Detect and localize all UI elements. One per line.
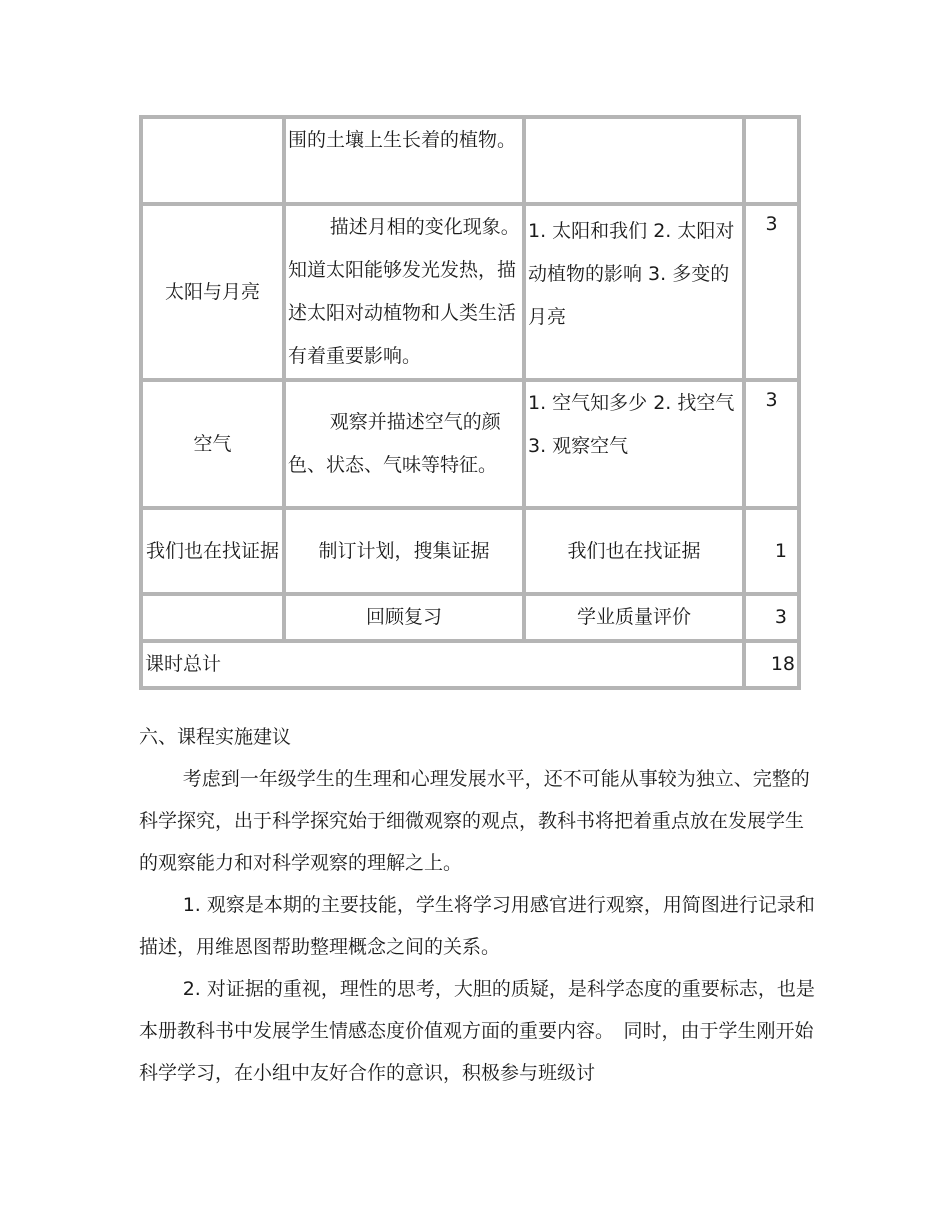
curriculum-table xyxy=(139,115,801,690)
table-row xyxy=(141,204,799,380)
lessons-line: 3. 观察空气 xyxy=(528,435,629,457)
unit-cell: 我们也在找证据 xyxy=(141,508,284,594)
point-paragraph: 1. 观察是本期的主要技能，学生将学习用感官进行观察，用简图进行记录和描述，用维恩图帮助整理概念之间的关系。 xyxy=(139,894,815,958)
total-label-cell: 课时总计 xyxy=(141,641,744,688)
lessons-cell: 学业质量评价 xyxy=(524,594,744,641)
hours-cell: 3 xyxy=(744,204,799,380)
section-heading: 六、课程实施建议 xyxy=(139,726,292,748)
objective-cell: 围的土壤上生长着的植物。 xyxy=(284,117,524,204)
table-row xyxy=(141,508,799,594)
hours-cell: 3 xyxy=(744,380,799,508)
hours-cell xyxy=(744,117,799,204)
table-row xyxy=(141,117,799,204)
lessons-cell xyxy=(524,380,744,508)
objective-cell: 回顾复习 xyxy=(284,594,524,641)
table-row xyxy=(141,380,799,508)
intro-paragraph: 考虑到一年级学生的生理和心理发展水平，还不可能从事较为独立、完整的科学探究，出于科学探究始于细微观察的观点，教科书将把着重点放在发展学生的观察能力和对科学观察的理解之上。 xyxy=(139,768,810,874)
unit-cell: 太阳与月亮 xyxy=(141,204,284,380)
unit-cell xyxy=(141,594,284,641)
lessons-line: 1. 空气知多少 2. 找空气 xyxy=(528,392,735,414)
total-hours-cell: 18 xyxy=(744,641,799,688)
table-row xyxy=(141,641,799,688)
lessons-cell: 我们也在找证据 xyxy=(524,508,744,594)
lessons-cell: 1. 太阳和我们 2. 太阳对动植物的影响 3. 多变的月亮 xyxy=(524,204,744,380)
unit-cell: 空气 xyxy=(141,380,284,508)
unit-cell xyxy=(141,117,284,204)
point-paragraph: 2. 对证据的重视，理性的思考，大胆的质疑，是科学态度的重要标志，也是本册教科书中发展学生情感态度价值观方面的重要内容。 同时，由于学生刚开始科学学习，在小组中友好合作的意识，积极参与班级讨 xyxy=(139,978,815,1084)
hours-cell: 3 xyxy=(744,594,799,641)
objective-cell: 描述月相的变化现象。知道太阳能够发光发热，描述太阳对动植物和人类生活有着重要影响。 xyxy=(284,204,524,380)
hours-cell: 1 xyxy=(744,508,799,594)
lessons-cell xyxy=(524,117,744,204)
objective-cell: 观察并描述空气的颜色、状态、气味等特征。 xyxy=(284,380,524,508)
objective-cell: 制订计划，搜集证据 xyxy=(284,508,524,594)
table-row xyxy=(141,594,799,641)
